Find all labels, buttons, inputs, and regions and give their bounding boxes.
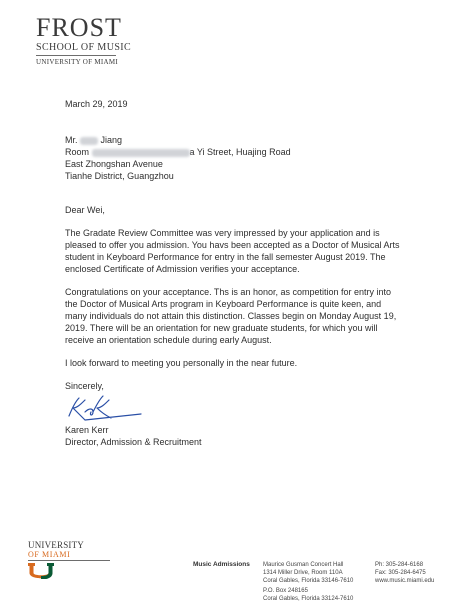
footer-address-line: 1314 Miller Drive, Room 110A (263, 570, 343, 576)
street-suffix: a Yi Street, Huajing Road (189, 147, 291, 157)
signer-name: Karen Kerr (65, 425, 109, 435)
footer-fax: Fax: 305-284-6475 (375, 570, 426, 576)
recipient-last-name: Jiang (100, 135, 123, 145)
logo-university-text: UNIVERSITY OF MIAMI (36, 58, 119, 66)
frost-logo (36, 13, 132, 67)
footer-website: www.music.miami.edu (375, 578, 435, 584)
redacted-first-name (80, 137, 98, 145)
footer-address-line: Maurice Gusman Concert Hall (263, 562, 344, 568)
footer-phone: Ph: 305-284-6168 (375, 562, 424, 568)
footer-address (263, 561, 353, 585)
signer-title: Director, Admission & Recruitment (65, 437, 202, 447)
paragraph-1: The Gradate Review Committee was very impressed by your application and is pleased to offer you admission. You havs been accepted as a Doctor of Musical Arts student in Keyboard Performance for entry in the fall semester August 2019. The enclosed Certificate of Admission verifies your acceptance. (65, 228, 400, 274)
signature-image (63, 394, 143, 424)
logo-school-text: SCHOOL OF MUSIC (36, 42, 132, 53)
um-u-logo-icon (28, 563, 54, 579)
salutation: Dear Wei, (65, 205, 105, 215)
footer-logo-miami: OF MIAMI (28, 550, 71, 559)
recipient-line3: East Zhongshan Avenue (65, 159, 163, 169)
footer-department: Music Admissions (193, 561, 250, 568)
footer-um-logo (28, 540, 110, 579)
paragraph-3: I look forward to meeting you personally in the near future. (65, 358, 298, 368)
letter-date: March 29, 2019 (65, 99, 128, 109)
logo-frost-text: FROST (36, 13, 122, 42)
closing: Sincerely, (65, 381, 104, 391)
letter-body (65, 98, 405, 448)
paragraph-2: Congratulations on your acceptance. Ths is an honor, as competition for entry into the Doctor of Musical Arts program in Keyboard Performance is quite keen, and many individuals do not attain this distinction. Classes begin on Monday August 19, 2019. There will be an orientation for new graduate students, for which you will receive an orientation schedule during early August. (65, 287, 397, 345)
footer-po-line: P.O. Box 248165 (263, 588, 308, 594)
recipient-name-line (65, 134, 405, 146)
footer-po-line: Coral Gables, Florida 33124-7610 (263, 596, 354, 602)
footer-contact (375, 561, 434, 585)
footer-logo-university: UNIVERSITY (28, 540, 84, 550)
redacted-street (92, 149, 190, 157)
footer-po-box (263, 587, 353, 603)
footer-address-line: Coral Gables, Florida 33146-7610 (263, 578, 354, 584)
footer-logo-divider (28, 560, 110, 561)
logo-divider (36, 55, 116, 56)
recipient-address (65, 134, 405, 182)
recipient-line4: Tianhe District, Guangzhou (65, 171, 174, 181)
recipient-prefix: Mr. (65, 135, 78, 145)
street-prefix: Room (65, 147, 90, 157)
recipient-street-line (65, 146, 405, 158)
